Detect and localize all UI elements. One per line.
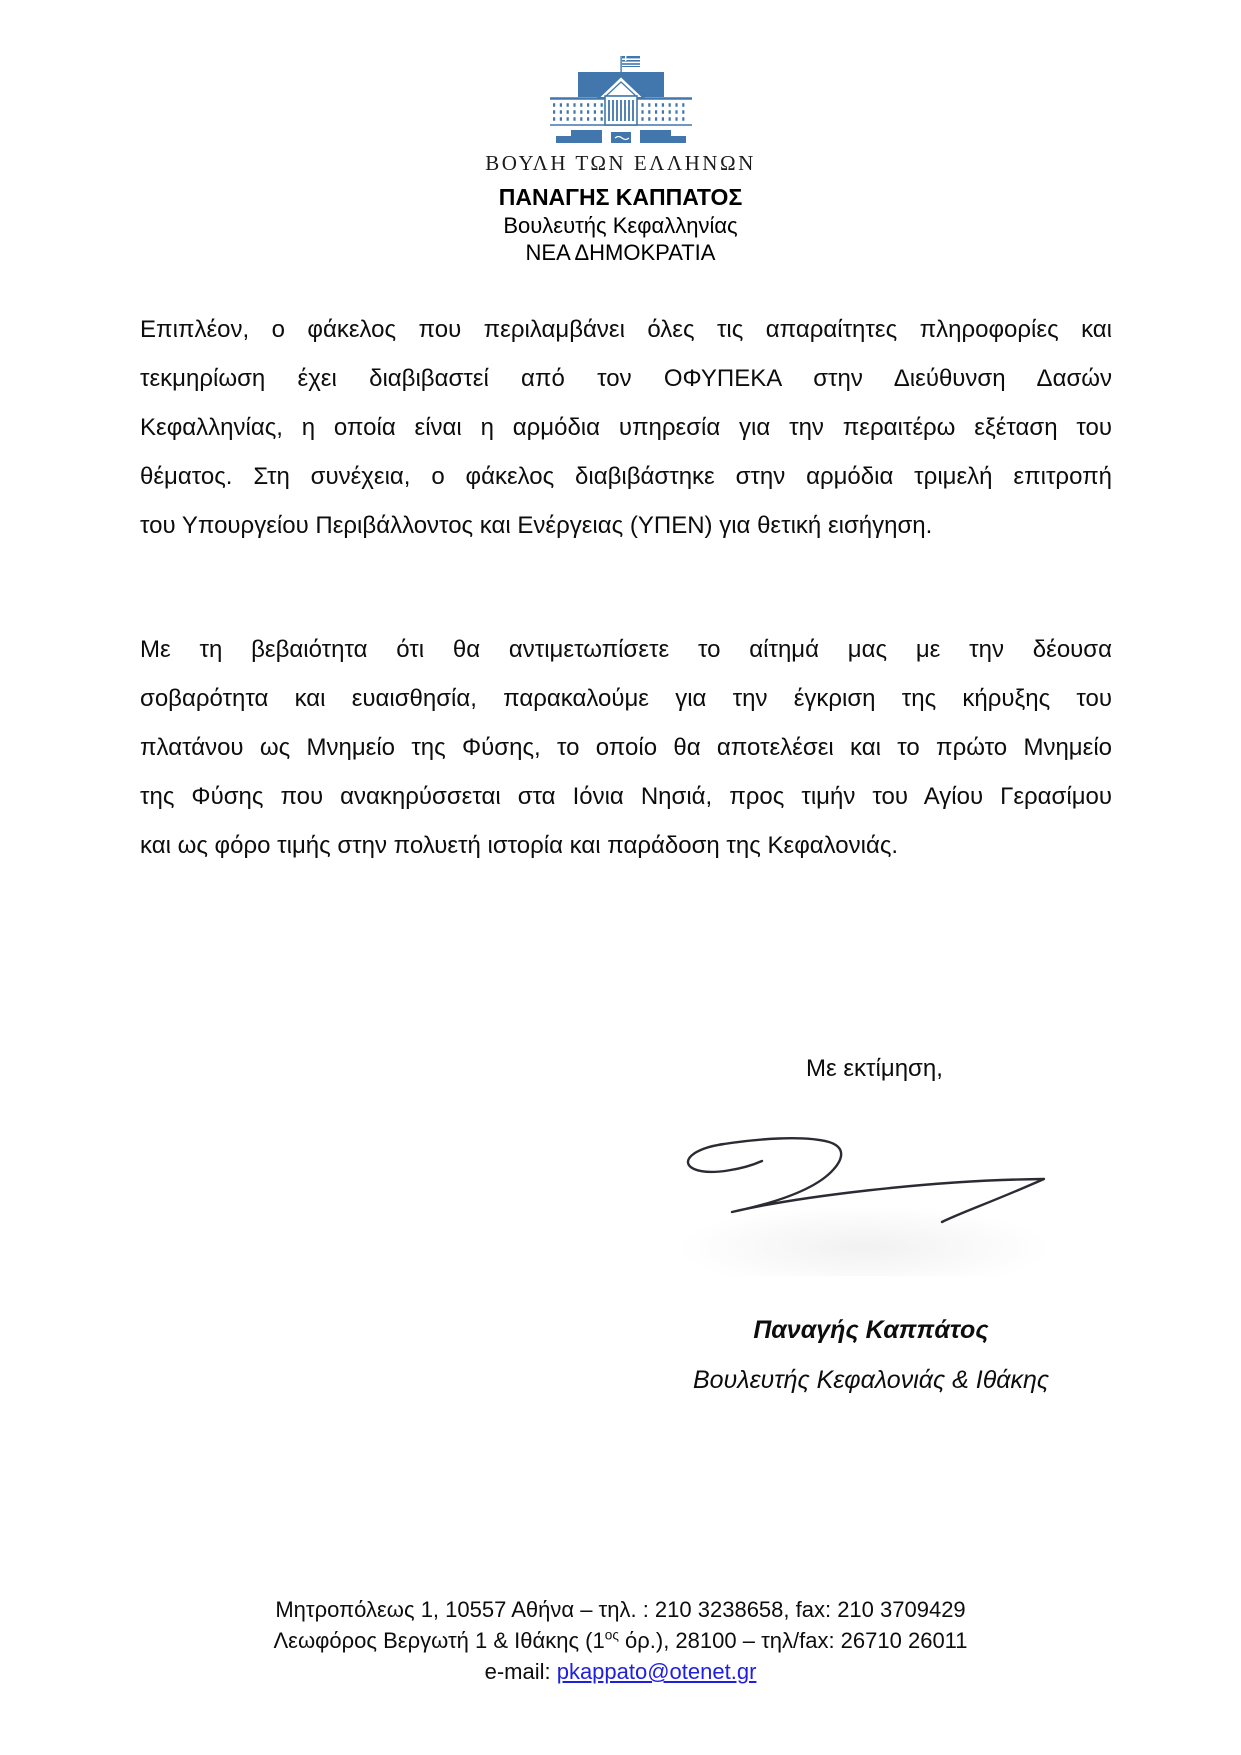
body-line: της Φύσης που ανακηρύσσεται στα Ιόνια Νησιά, προς τιμήν του Αγίου Γερασίμου (140, 783, 1112, 810)
body-line: Κεφαλληνίας, η οποία είναι η αρμόδια υπηρεσία για την περαιτέρω εξέταση του (140, 414, 1112, 441)
mp-party: ΝΕΑ ΔΗΜΟΚΡΑΤΙΑ (525, 240, 716, 265)
footer-address-kefalonia-post: όρ.), 28100 – τηλ/fax: 26710 26011 (618, 1628, 968, 1653)
body-line: θέματος. Στη συνέχεια, ο φάκελος διαβιβάστηκε στην αρμόδια τριμελή επιτροπή (140, 463, 1112, 490)
footer-email-line (0, 1656, 1241, 1687)
body-line: σοβαρότητα και ευαισθησία, παρακαλούμε για την έγκριση της κήρυξης του (140, 685, 1112, 712)
signatory-title: Βουλευτής Κεφαλονιάς & Ιθάκης (692, 1366, 1050, 1394)
letterhead (0, 52, 1241, 266)
footer-address-kefalonia (0, 1625, 1241, 1656)
body-line: και ως φόρο τιμής στην πολυετή ιστορία και παράδοση της Κεφαλονιάς. (140, 832, 899, 859)
footer (0, 1594, 1241, 1687)
paragraph-2 (140, 625, 1112, 870)
body-line: Επιπλέον, ο φάκελος που περιλαμβάνει όλες τις απαραίτητες πληροφορίες και (140, 316, 1112, 343)
org-name: ΒΟΥΛΗ ΤΩΝ ΕΛΛΗΝΩΝ (485, 151, 756, 175)
handwritten-signature-icon (648, 1118, 1080, 1276)
letter-body (140, 305, 1112, 870)
body-line: του Υπουργείου Περιβάλλοντος και Ενέργειας (ΥΠΕΝ) για θετική εισήγηση. (140, 512, 933, 539)
mp-title: Βουλευτής Κεφαλληνίας (503, 213, 738, 238)
body-line: τεκμηρίωση έχει διαβιβαστεί από τον ΟΦΥΠΕΚΑ στην Διεύθυνση Δασών (140, 365, 1112, 392)
body-line: Με τη βεβαιότητα ότι θα αντιμετωπίσετε το αίτημά μας με την δέουσα (140, 636, 1112, 663)
closing-salutation: Με εκτίμηση, (806, 1055, 943, 1082)
mp-name: ΠΑΝΑΓΗΣ ΚΑΠΠΑΤΟΣ (498, 184, 743, 210)
signatory-name: Παναγής Καππάτος (753, 1316, 989, 1344)
body-line: πλατάνου ως Μνημείο της Φύσης, το οποίο θα αποτελέσει και το πρώτο Μνημείο (140, 734, 1112, 761)
email-label: e-mail: (484, 1659, 557, 1684)
paragraph-1 (140, 305, 1112, 550)
footer-address-athens: Μητροπόλεως 1, 10557 Αθήνα – τηλ. : 210 3238658, fax: 210 3709429 (275, 1597, 966, 1622)
footer-address-kefalonia-pre: Λεωφόρος Βεργωτή 1 & Ιθάκης (1 (273, 1628, 605, 1653)
footer-ordinal-superscript: ος (604, 1627, 619, 1643)
email-link[interactable]: pkappato@otenet.gr (556, 1659, 757, 1684)
signatory-block (565, 1305, 1177, 1405)
hellenic-parliament-logo-icon (546, 52, 696, 148)
